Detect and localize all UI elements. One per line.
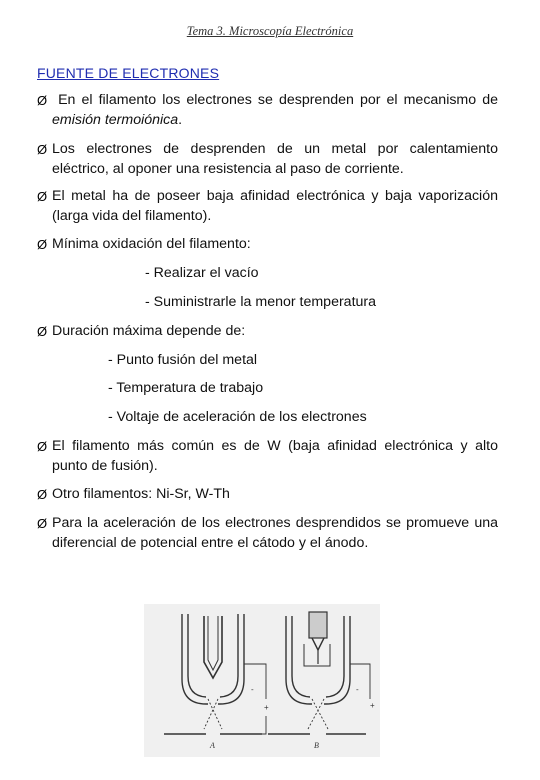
arrow-bullet-icon: Ø <box>37 439 48 454</box>
label-a: A <box>210 741 215 750</box>
bullet-text: Duración máxima depende de: <box>52 323 246 339</box>
bullet-text: Mínima oxidación del filamento: <box>52 236 251 252</box>
bullet-item <box>37 514 498 553</box>
sub-item: - Temperatura de trabajo <box>108 380 264 396</box>
filament-diagram-svg <box>144 604 380 757</box>
bullet-item <box>37 437 498 476</box>
filament-diagram <box>144 604 380 757</box>
minus-sign-b: - <box>356 685 359 694</box>
arrow-bullet-icon: Ø <box>37 93 48 108</box>
bullet-item <box>37 187 498 226</box>
label-b: B <box>314 741 319 750</box>
bullet-item <box>37 140 498 179</box>
emphasis-text: emisión termoiónica <box>52 111 179 128</box>
page-header <box>0 24 540 39</box>
plus-sign-a: + <box>264 703 269 712</box>
arrow-bullet-icon: Ø <box>37 237 48 252</box>
arrow-bullet-icon: Ø <box>37 189 48 204</box>
bullet-text: El filamento más común es de W (baja afinidad electrónica y alto punto de fusión). <box>52 438 498 474</box>
bullet-text: Los electrones de desprenden de un metal por calentamiento eléctrico, al oponer una resistencia al paso de corriente. <box>52 141 498 177</box>
sub-item: - Punto fusión del metal <box>108 352 258 368</box>
bullet-item <box>37 485 498 505</box>
header-title: Tema 3. Microscopía Electrónica <box>186 24 354 38</box>
plus-sign-b: + <box>370 701 375 710</box>
arrow-bullet-icon: Ø <box>37 487 48 502</box>
bullet-text: Para la aceleración de los electrones desprendidos se promueve una diferencial de potencial entre el cátodo y el ánodo. <box>52 515 498 551</box>
bullet-item <box>37 91 498 130</box>
minus-sign-a: - <box>251 685 254 694</box>
bullet-item <box>37 322 498 342</box>
arrow-bullet-icon: Ø <box>37 516 48 531</box>
bullet-text-part: . <box>178 111 183 128</box>
bullet-item <box>37 235 498 255</box>
sub-item: - Suministrarle la menor temperatura <box>145 294 377 310</box>
section-title: FUENTE DE ELECTRONES <box>37 65 220 81</box>
arrow-bullet-icon: Ø <box>37 324 48 339</box>
arrow-bullet-icon: Ø <box>37 142 48 157</box>
bullet-text-part: En el filamento los electrones se desprenden por el mecanismo de <box>58 92 498 108</box>
sub-item: - Voltaje de aceleración de los electrones <box>108 409 367 425</box>
sub-item: - Realizar el vacío <box>145 265 259 281</box>
bullet-text: Otro filamentos: Ni-Sr, W-Th <box>52 486 230 502</box>
bullet-text: El metal ha de poseer baja afinidad electrónica y baja vaporización (larga vida del filamento). <box>52 188 498 224</box>
bullet-text <box>37 91 498 130</box>
